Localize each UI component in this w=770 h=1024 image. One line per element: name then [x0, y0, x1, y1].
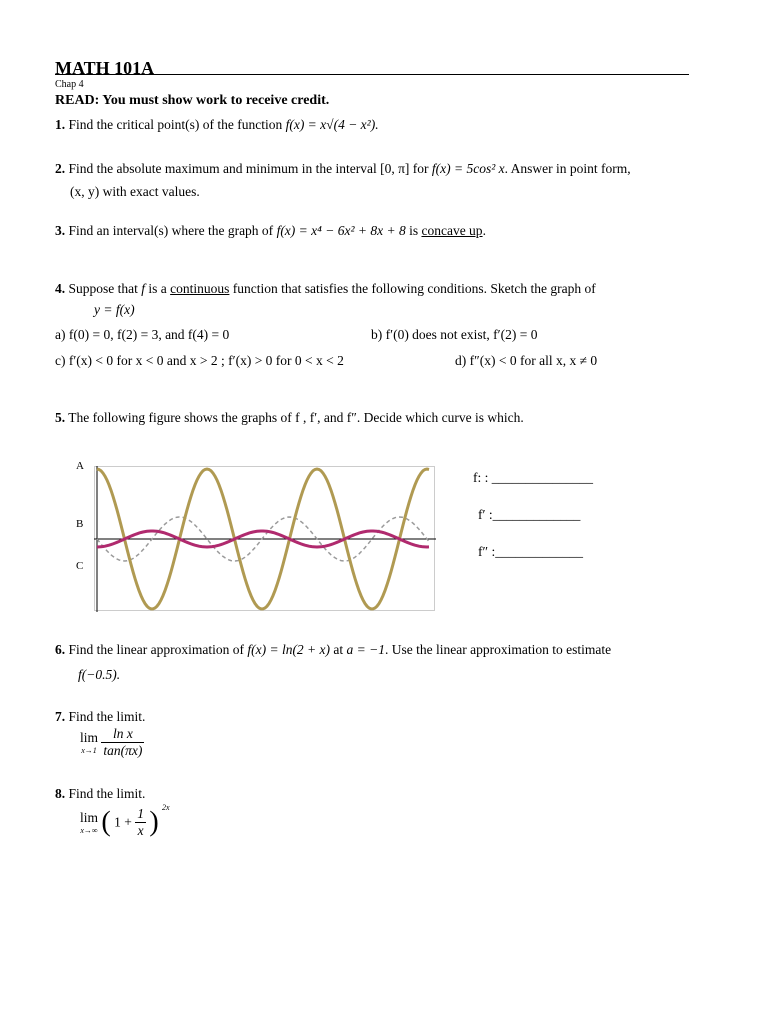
question-formula: f(x) = ln(2 + x): [247, 642, 331, 657]
limit-8: [80, 802, 170, 839]
question-text: Find the linear approximation of: [68, 642, 244, 657]
question-text: Find an interval(s) where the graph of: [68, 223, 274, 238]
curves-figure: [94, 466, 436, 612]
question-text-f: f: [141, 281, 146, 296]
base-one-plus: 1 +: [114, 814, 132, 830]
title-rule: [55, 74, 689, 75]
question-1: [55, 117, 379, 133]
condition-b: b) f′(0) does not exist, f′(2) = 0: [371, 327, 538, 342]
question-formula: f(x) = x⁴ − 6x² + 8x + 8: [276, 223, 406, 238]
question-text: Find the absolute maximum and minimum in the interval [0, π] for: [68, 161, 429, 176]
lim-subscript: x→∞: [80, 826, 98, 835]
numerator: 1: [137, 806, 144, 821]
curve-label-c: C: [76, 560, 84, 572]
curve-label-a: A: [76, 460, 84, 472]
curve-label-b: B: [76, 518, 84, 530]
question-number: 1.: [55, 117, 66, 132]
question-number: 8.: [55, 786, 66, 801]
question-formula: f(x) = x√(4 − x²).: [285, 117, 379, 132]
question-7: [55, 709, 145, 725]
question-number: 6.: [55, 642, 66, 657]
condition-c: c) f′(x) < 0 for x < 0 and x > 2 ; f′(x) > 0 for 0 < x < 2: [55, 353, 344, 368]
question-6-line-2: f(−0.5).: [78, 667, 121, 682]
lim-subscript: x→1: [81, 746, 97, 755]
question-formula: f(x) = 5cos² x: [431, 161, 505, 176]
answer-f-prime[interactable]: f′ :_____________: [478, 507, 581, 522]
question-text: Find the limit.: [68, 786, 146, 801]
denominator: tan(πx): [103, 743, 143, 758]
question-number: 5.: [55, 410, 66, 425]
question-5: [55, 410, 524, 426]
denominator: x: [137, 823, 144, 838]
question-text-post: function that satisfies the following conditions. Sketch the graph of: [229, 281, 596, 296]
answer-f[interactable]: f: : _______________: [473, 470, 593, 485]
question-text-pre: Suppose that: [68, 281, 142, 296]
question-text-2: is: [409, 223, 419, 238]
question-number: 3.: [55, 223, 66, 238]
question-text: Find the limit.: [68, 709, 146, 724]
question-3: [55, 223, 486, 239]
question-8: [55, 786, 145, 802]
limit-7: [80, 726, 144, 759]
left-paren: (: [101, 806, 111, 838]
question-4: [55, 281, 596, 297]
continuous-term: continuous: [170, 281, 230, 296]
question-number: 7.: [55, 709, 66, 724]
exponent: 2x: [162, 802, 170, 812]
question-text: Find the critical point(s) of the function: [68, 117, 283, 132]
question-6: [55, 642, 611, 658]
question-number: 4.: [55, 281, 66, 296]
instruction: READ: You must show work to receive credit.: [55, 93, 330, 108]
lim-word: lim: [80, 810, 99, 825]
answer-f-double-prime[interactable]: f″ :_____________: [478, 544, 583, 559]
question-4-line-2: y = f(x): [94, 302, 135, 317]
lim-word: lim: [80, 730, 99, 745]
question-2: [55, 161, 631, 177]
page-title: MATH 101A: [55, 58, 155, 78]
right-paren: ): [149, 806, 159, 838]
question-number: 2.: [55, 161, 66, 176]
condition-a: a) f(0) = 0, f(2) = 3, and f(4) = 0: [55, 327, 230, 342]
inner-fraction: [135, 806, 146, 839]
limit-fraction: [101, 726, 144, 759]
condition-d: d) f″(x) < 0 for all x, x ≠ 0: [455, 353, 598, 368]
question-text-2: at: [333, 642, 344, 657]
question-2-line-2: (x, y) with exact values.: [70, 184, 200, 199]
question-end: .: [482, 223, 486, 238]
point-a: a = −1: [346, 642, 386, 657]
concave-up-term: concave up: [421, 223, 483, 238]
numerator: ln x: [101, 726, 144, 743]
question-text-3: . Use the linear approximation to estimate: [385, 642, 612, 657]
question-text: The following figure shows the graphs of f , f′, and f″. Decide which curve is which.: [68, 410, 524, 425]
chapter-label: Chap 4: [55, 79, 84, 90]
question-text-is: is a: [145, 281, 171, 296]
question-text-2: . Answer in point form,: [504, 161, 631, 176]
